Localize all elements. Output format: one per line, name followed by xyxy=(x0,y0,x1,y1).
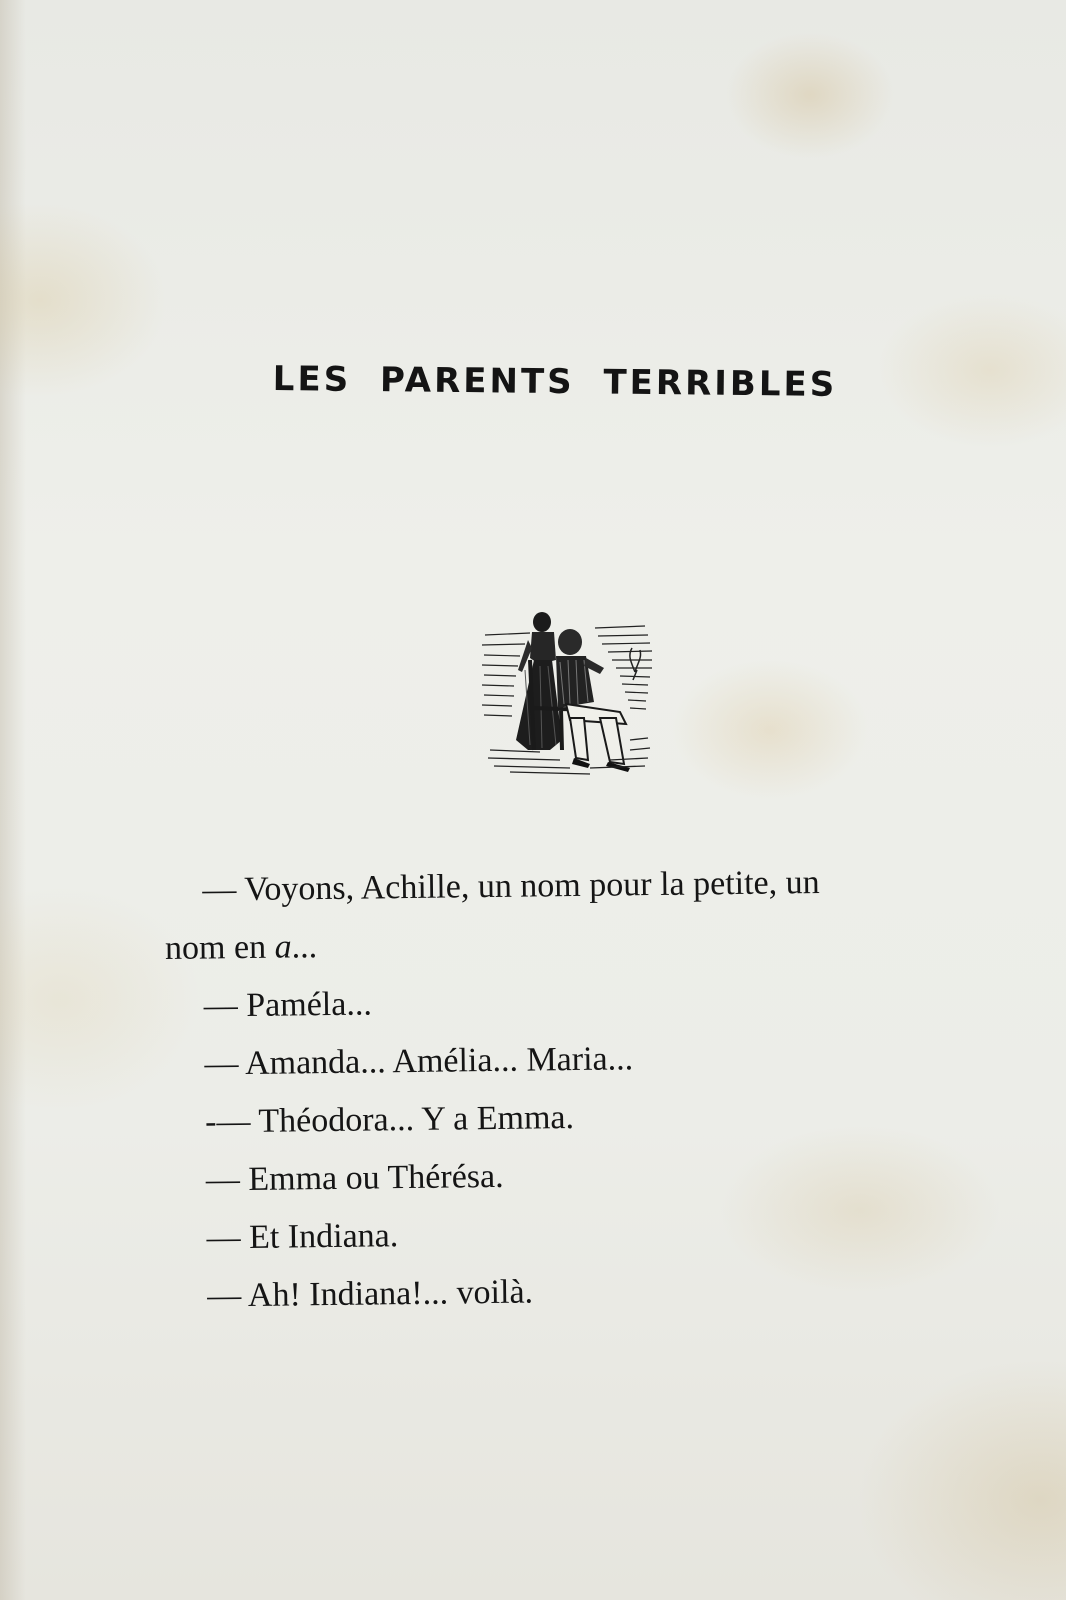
dialogue-line-start: nom en xyxy=(164,928,275,967)
dialogue-line: — Voyons, Achille, un nom pour la petite, un xyxy=(202,863,820,909)
dialogue-line xyxy=(165,910,986,978)
dialogue-line: -— Théodora... Y a Emma. xyxy=(204,1099,575,1141)
italic-letter: a xyxy=(274,928,292,966)
dialogue-line: — Ah! Indiana!... voilà. xyxy=(207,1273,534,1315)
dialogue-line-end: ... xyxy=(291,928,318,966)
engraving-vignette xyxy=(470,600,660,780)
dialogue-line: — Et Indiana. xyxy=(206,1217,399,1257)
dialogue-line: — Amanda... Amélia... Maria... xyxy=(204,1040,634,1083)
dialogue-line: — Paméla... xyxy=(203,985,373,1025)
dialogue-text xyxy=(164,852,990,1326)
dialogue-line: — Emma ou Thérésa. xyxy=(205,1157,504,1199)
chapter-title: LES PARENTS TERRIBLES xyxy=(272,359,838,405)
